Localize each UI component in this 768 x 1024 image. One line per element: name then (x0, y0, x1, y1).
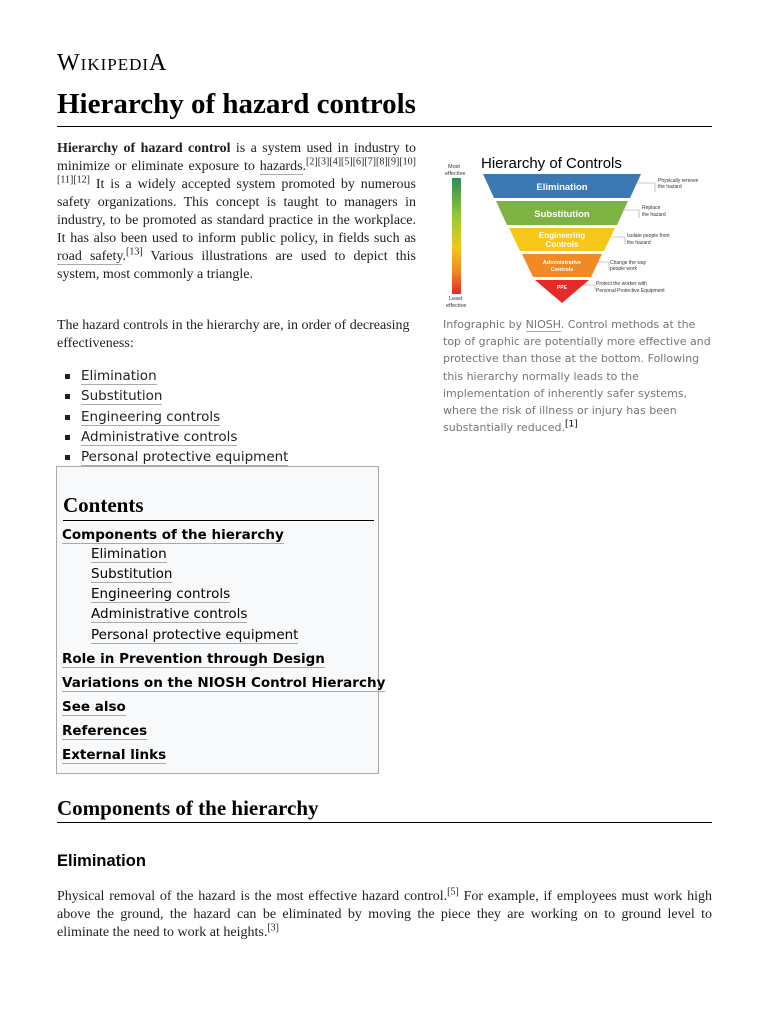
toc-item[interactable] (62, 675, 385, 691)
lead-text-2: It is a widely accepted system promoted by numerous safety organizations. This concept is taught to managers in industry, to be promoted as standard practice in the workplace. It has also been used to inform public policy, in fields such as (57, 177, 416, 246)
toc-item[interactable] (62, 699, 126, 715)
note-text: Personal Protective Equipment (596, 288, 665, 294)
note-text: people work (610, 266, 637, 272)
list-item[interactable] (57, 407, 288, 427)
citation-5[interactable]: [5] (447, 886, 459, 898)
lead-text-3: Various illustrations are used to depict this system, most commonly a triangle. (57, 249, 416, 282)
list-item-link[interactable]: Engineering controls (81, 408, 221, 425)
list-item-link[interactable]: Substitution (81, 388, 163, 405)
toc-item[interactable] (62, 651, 325, 667)
controls-list (57, 366, 288, 467)
elimination-paragraph (57, 888, 712, 942)
level-label: Controls (550, 267, 574, 273)
note-text: Isolate people from (627, 233, 670, 239)
citations-2-12[interactable]: [2][3][4][5][6][7][8][9][10][11][12] (57, 156, 416, 186)
toc-item-label[interactable]: Role in Prevention through Design (62, 651, 325, 667)
toc-item-label[interactable]: Variations on the NIOSH Control Hierarchy (62, 675, 386, 691)
level-ppe (535, 280, 589, 303)
section-heading: Components of the hierarchy (57, 796, 319, 820)
level-label: Engineering (538, 231, 586, 240)
toc-item[interactable] (62, 527, 284, 543)
wikipedia-wordmark[interactable] (57, 50, 167, 77)
road-safety-link[interactable]: road safety (57, 249, 123, 264)
title-divider (57, 126, 712, 127)
table-of-contents (56, 466, 386, 774)
toc-item-label[interactable]: External links (62, 747, 167, 763)
level-label: Administrative (542, 260, 582, 266)
toc-item[interactable] (62, 747, 166, 763)
note-text: Change the way (610, 260, 647, 266)
niosh-link[interactable]: NIOSH (525, 318, 561, 331)
note-text: Physically remove (658, 178, 699, 184)
level-label: Substitution (534, 209, 590, 220)
citation-1[interactable]: [1] (564, 419, 578, 430)
list-item[interactable] (57, 427, 288, 447)
level-label: Elimination (536, 182, 588, 193)
level-label: PPE (556, 285, 568, 291)
most-effective-label-2: effective (445, 171, 466, 177)
controls-intro: The hazard controls in the hierarchy are, in order of decreasing effectiveness: (57, 318, 410, 351)
para-text-1: Physical removal of the hazard is the most effective hazard control. (57, 889, 448, 904)
list-item-link[interactable]: Personal protective equipment (81, 449, 289, 466)
toc-item-label[interactable]: Personal protective equipment (91, 627, 299, 643)
subsection-heading: Elimination (57, 852, 146, 870)
toc-item[interactable] (91, 627, 298, 643)
caption-text-1: Infographic by (443, 318, 526, 331)
list-item[interactable] (57, 386, 288, 406)
toc-item-label[interactable]: References (62, 723, 148, 739)
page-title: Hierarchy of hazard controls (57, 88, 416, 120)
list-item[interactable] (57, 447, 288, 467)
toc-item[interactable] (91, 586, 230, 602)
lead-bold-term: Hierarchy of hazard control (57, 141, 231, 156)
level-label: Controls (545, 240, 579, 249)
note-text: the hazard (642, 212, 666, 218)
note-text: Replace (642, 205, 661, 211)
toc-title: Contents (63, 493, 144, 517)
toc-item-label[interactable]: Substitution (91, 566, 173, 582)
wordmark-initial: W (57, 50, 81, 76)
least-effective-label: Least (449, 296, 463, 302)
most-effective-label: Most (448, 164, 460, 170)
lead-period-2: . (122, 249, 126, 264)
toc-item-label[interactable]: Engineering controls (91, 586, 231, 602)
least-effective-label-2: effective (446, 303, 467, 309)
section-divider (57, 822, 712, 823)
lead-text-1: is a system used in industry to minimize or eliminate exposure to (57, 141, 417, 174)
citation-3[interactable]: [3] (267, 922, 279, 934)
toc-item[interactable] (91, 546, 167, 562)
hierarchy-graphic (443, 150, 713, 320)
caption-text-2: . Control methods at the top of graphic are potentially more effective and protective than those at the bottom. Following this hierarchy normally leads to the implementation of inherently safer systems, where the risk of illness or injury has been substantially reduced. (443, 318, 711, 435)
toc-item-label[interactable]: Elimination (91, 546, 167, 562)
toc-item-label[interactable]: See also (62, 699, 126, 715)
list-item-link[interactable]: Administrative controls (81, 428, 238, 445)
hierarchy-infographic[interactable] (443, 150, 713, 320)
toc-divider (63, 520, 374, 521)
list-item-link[interactable]: Elimination (81, 368, 157, 384)
hazards-link[interactable]: hazards (259, 159, 303, 174)
toc-item-label[interactable]: Components of the hierarchy (62, 527, 284, 543)
figure-caption (443, 316, 711, 436)
note-text: the hazard (658, 184, 682, 190)
wordmark-middle: IKIPEDI (80, 55, 150, 74)
toc-item-label[interactable]: Administrative controls (91, 606, 248, 622)
lead-period: . (302, 159, 307, 174)
toc-item[interactable] (91, 566, 172, 582)
note-text: Protect the worker with (596, 281, 647, 287)
infographic-title: Hierarchy of Controls (481, 155, 622, 172)
list-item[interactable] (57, 366, 288, 386)
citation-13[interactable]: [13] (125, 246, 143, 258)
para-text-2: For example, if employees must work high above the ground, the hazard can be eliminated by moving the piece they are working on to ground level to eliminate the need to work at heights. (57, 889, 712, 940)
effectiveness-bar (452, 178, 461, 294)
note-text: the hazard (627, 240, 651, 246)
wordmark-final: A (149, 50, 168, 76)
lead-paragraph (57, 140, 416, 284)
toc-item[interactable] (62, 723, 147, 739)
toc-item[interactable] (91, 606, 247, 622)
